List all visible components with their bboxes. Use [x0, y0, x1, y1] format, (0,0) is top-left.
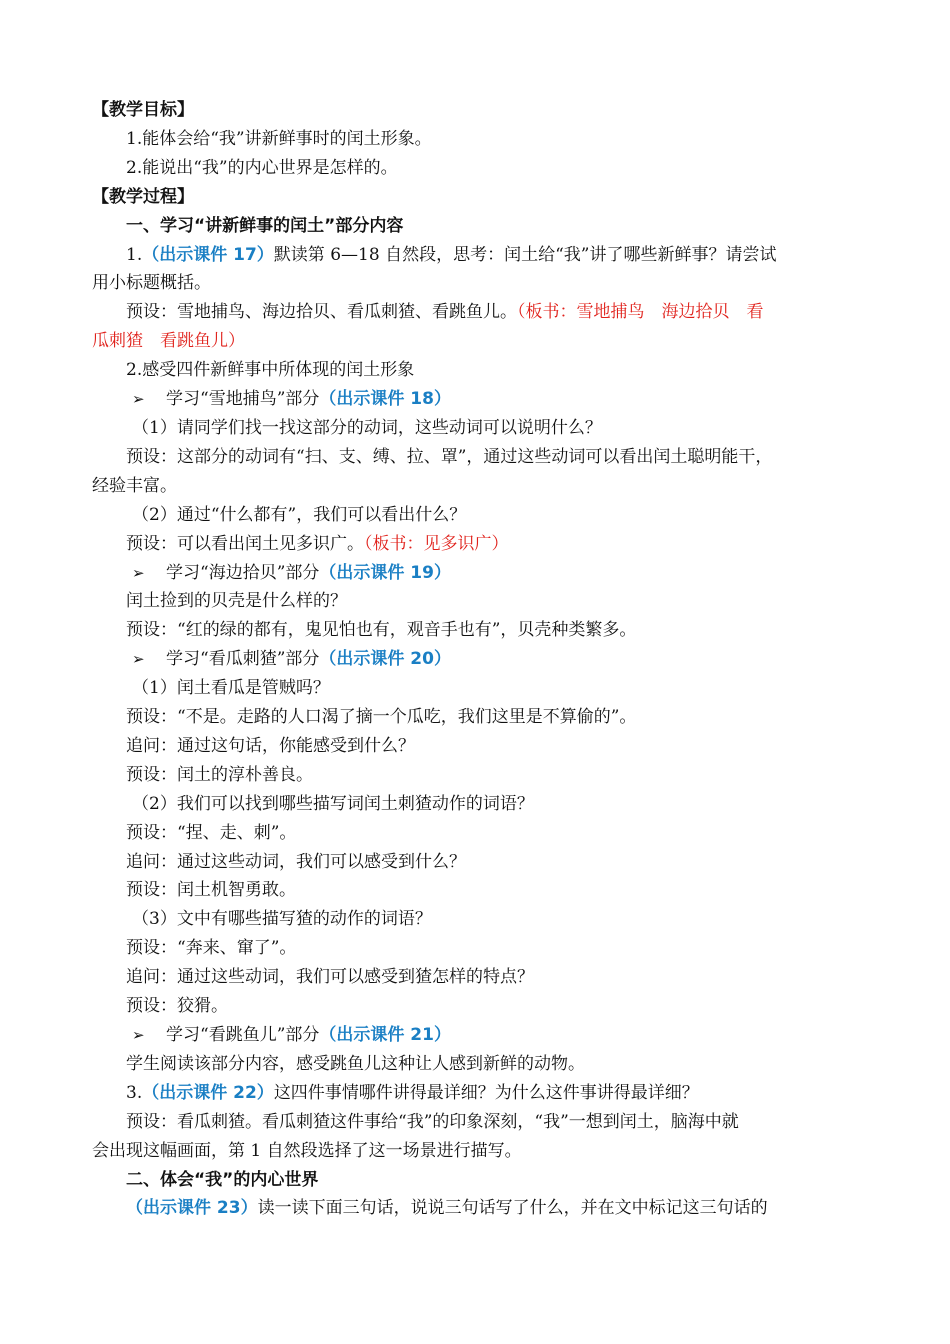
courseware-ref: （出示课件 23） [126, 1198, 258, 1219]
courseware-ref: （出示课件 18） [319, 389, 451, 410]
goal-item-1: 1.能体会给“我”讲新鲜事时的闰土形象。 [126, 128, 432, 149]
heading-teaching-goals: 【教学目标】 [92, 100, 194, 120]
preset-line-cont: 会出现这幅画面，第 1 自然段选择了这一场景进行描写。 [92, 1140, 522, 1161]
question-line: （2）我们可以找到哪些描写词闰土刺猹动作的词语？ [132, 793, 534, 814]
goal-item-2: 2.能说出“我”的内心世界是怎样的。 [126, 157, 398, 178]
bullet-item-3 [92, 645, 867, 674]
board-note-cont: 瓜刺猹 看跳鱼儿） [92, 331, 245, 352]
bullet-item-4 [92, 1021, 867, 1050]
paragraph-2: 2.感受四件新鲜事中所体现的闰土形象 [126, 360, 415, 381]
bullet-item-text: 学习“看跳鱼儿”部分 [166, 1025, 320, 1045]
paragraph-1-number: 1. [126, 244, 143, 265]
paragraph-3-text: 这四件事情哪件讲得最详细？为什么这件事讲得最详细？ [273, 1082, 699, 1103]
bullet-item-2 [92, 559, 867, 588]
document-page [92, 96, 867, 1223]
bullet-item-1 [92, 385, 867, 414]
question-line: 闰土捡到的贝壳是什么样的？ [126, 591, 347, 612]
question-line: （2）通过“什么都有”，我们可以看出什么？ [132, 504, 467, 525]
follow-up-line: 追问：通过这些动词，我们可以感受到猹怎样的特点？ [126, 967, 534, 988]
follow-up-line: 追问：通过这句话，你能感受到什么？ [126, 735, 415, 756]
preset-line-cont: 经验丰富。 [92, 475, 177, 496]
question-line: （3）文中有哪些描写猹的动作的词语？ [132, 909, 432, 930]
arrow-bullet-icon: ➢ [132, 1026, 145, 1044]
bullet-item-text: 学习“雪地捕鸟”部分 [166, 389, 320, 410]
preset-line: 预设：闰土机智勇敢。 [126, 880, 296, 901]
paragraph-3 [92, 1079, 867, 1108]
board-note: （板书：雪地捕鸟 海边拾贝 看 [517, 302, 764, 323]
preset-line: 预设：“奔来、窜了”。 [126, 938, 297, 959]
paragraph-1-cont: 用小标题概括。 [92, 273, 211, 294]
courseware-ref: （出示课件 17） [142, 244, 274, 265]
question-line: （1）闰土看瓜是管贼吗？ [132, 678, 330, 699]
preset-line: 预设：闰土的淳朴善良。 [126, 764, 313, 785]
preset-line [92, 530, 867, 559]
board-note: （板书：见多识广） [364, 533, 509, 554]
paragraph-1-text: 默读第 6—18 自然段，思考：闰土给“我”讲了哪些新鲜事？请尝试 [273, 244, 777, 265]
paragraph-1 [92, 241, 867, 270]
preset-line: 预设：这部分的动词有“扫、支、缚、拉、罩”，通过这些动词可以看出闰土聪明能干， [126, 446, 773, 467]
question-line: （1）请同学们找一找这部分的动词，这些动词可以说明什么？ [132, 417, 602, 438]
section-2-title: 二、体会“我”的内心世界 [126, 1169, 319, 1190]
courseware-ref: （出示课件 19） [319, 562, 451, 583]
paragraph-1-preset [92, 298, 867, 327]
arrow-bullet-icon: ➢ [132, 390, 145, 409]
arrow-bullet-icon: ➢ [132, 650, 145, 669]
section-1-title: 一、学习“讲新鲜事的闰土”部分内容 [126, 215, 404, 236]
preset-text: 预设：雪地捕鸟、海边拾贝、看瓜刺猹、看跳鱼儿。 [126, 302, 517, 323]
courseware-ref: （出示课件 21） [319, 1025, 451, 1045]
bullet-item-text: 学习“看瓜刺猹”部分 [166, 649, 320, 670]
preset-text: 预设：可以看出闰土见多识广。 [126, 533, 364, 554]
bullet-item-text: 学习“海边拾贝”部分 [166, 562, 320, 583]
section-2-intro [92, 1194, 867, 1223]
preset-line: 预设：看瓜刺猹。看瓜刺猹这件事给“我”的印象深刻，“我”一想到闰土，脑海中就 [126, 1111, 739, 1132]
follow-up-line: 追问：通过这些动词，我们可以感受到什么？ [126, 851, 466, 872]
section-2-text: 读一读下面三句话，说说三句话写了什么，并在文中标记这三句话的 [257, 1198, 768, 1219]
body-line: 学生阅读该部分内容，感受跳鱼儿这种让人感到新鲜的动物。 [126, 1053, 585, 1074]
preset-line: 预设：狡猾。 [126, 996, 228, 1017]
courseware-ref: （出示课件 20） [319, 649, 451, 670]
preset-line: 预设：“不是。走路的人口渴了摘一个瓜吃，我们这里是不算偷的”。 [126, 707, 637, 728]
preset-line: 预设：“红的绿的都有，鬼见怕也有，观音手也有”，贝壳种类繁多。 [126, 620, 637, 641]
paragraph-3-number: 3. [126, 1082, 143, 1103]
arrow-bullet-icon: ➢ [132, 563, 145, 582]
heading-teaching-process: 【教学过程】 [92, 186, 194, 207]
courseware-ref: （出示课件 22） [142, 1082, 274, 1103]
preset-line: 预设：“捏、走、刺”。 [126, 822, 297, 843]
